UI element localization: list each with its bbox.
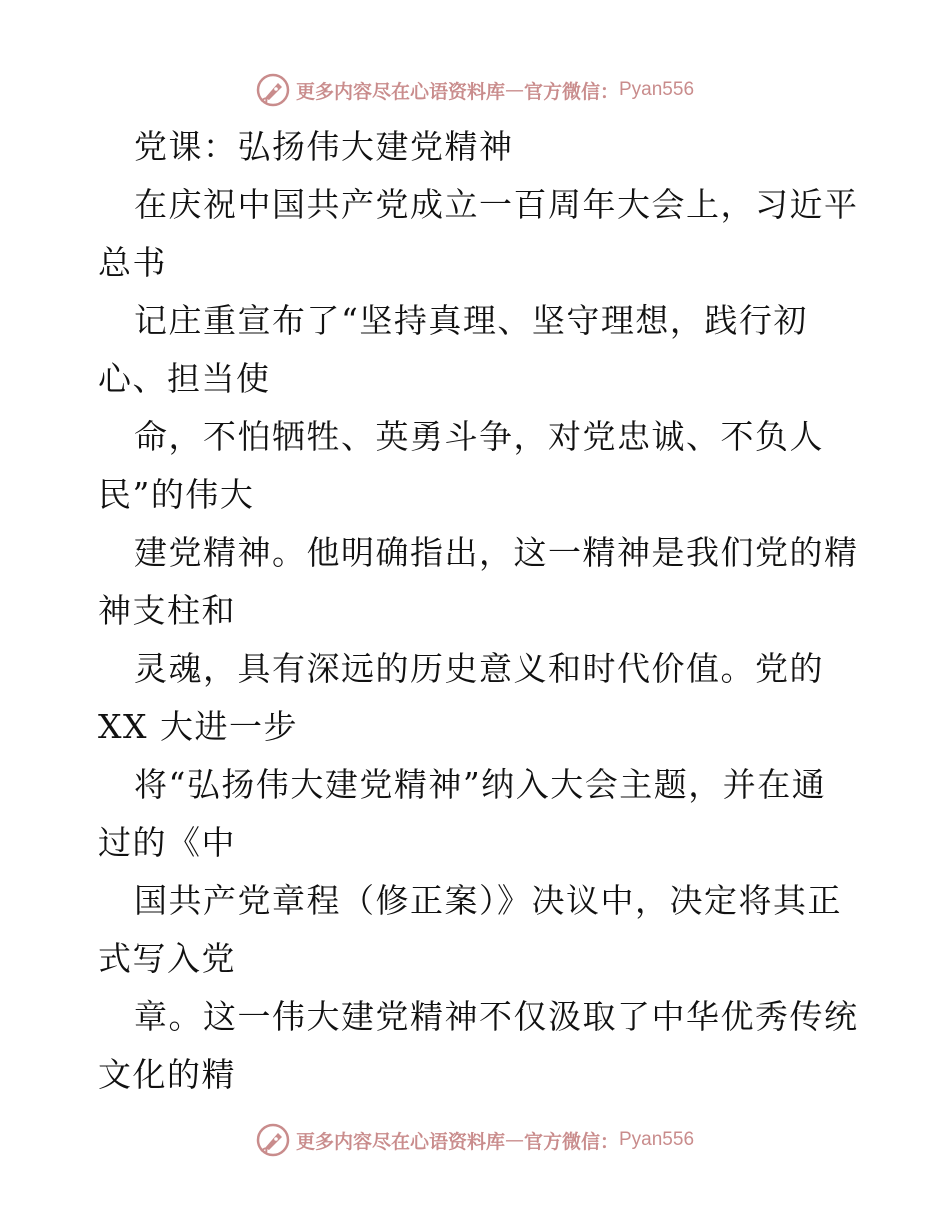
footer-watermark <box>0 1120 950 1160</box>
text-line: 式写入党 <box>98 939 236 978</box>
text-line: 文化的精 <box>98 1055 236 1094</box>
text-line: 民”的伟大 <box>98 475 255 514</box>
text-line: 心、担当使 <box>98 359 271 398</box>
document-title: 党课：弘扬伟大建党精神 <box>134 127 514 166</box>
header-watermark <box>0 70 950 110</box>
watermark-label: 官方微信： <box>523 80 619 103</box>
text-line: 神支柱和 <box>98 591 236 630</box>
text-line: 将“弘扬伟大建党精神”纳入大会主题，并在通 <box>134 765 827 804</box>
document-body <box>98 118 858 1104</box>
watermark-brand: 更多内容尽在心语资料库 <box>295 80 505 103</box>
watermark-label: 官方微信： <box>523 1130 619 1153</box>
text-line: 记庄重宣布了“坚持真理、坚守理想，践行初 <box>134 301 808 340</box>
watermark-brand: 更多内容尽在心语资料库 <box>295 1130 505 1153</box>
watermark-account: Pyan556 <box>619 1129 695 1150</box>
pen-nib-logo-icon <box>256 1123 290 1157</box>
text-line: 命，不怕牺牲、英勇斗争，对党忠诚、不负人 <box>134 417 824 456</box>
watermark-separator: — <box>504 79 524 101</box>
watermark-account: Pyan556 <box>619 79 695 100</box>
text-line: 建党精神。他明确指出，这一精神是我们党的精 <box>134 533 859 572</box>
text-line: 过的《中 <box>98 823 236 862</box>
watermark-separator: — <box>504 1129 524 1151</box>
text-line: 总书 <box>98 243 167 282</box>
pen-nib-logo-icon <box>256 73 290 107</box>
text-line: XX 大进一步 <box>98 707 298 746</box>
text-line: 章。这一伟大建党精神不仅汲取了中华优秀传统 <box>134 997 859 1036</box>
text-line: 国共产党章程（修正案）》决议中，决定将其正 <box>134 881 842 920</box>
text-line: 灵魂，具有深远的历史意义和时代价值。党的 <box>134 649 824 688</box>
text-line: 在庆祝中国共产党成立一百周年大会上，习近平 <box>134 185 859 224</box>
